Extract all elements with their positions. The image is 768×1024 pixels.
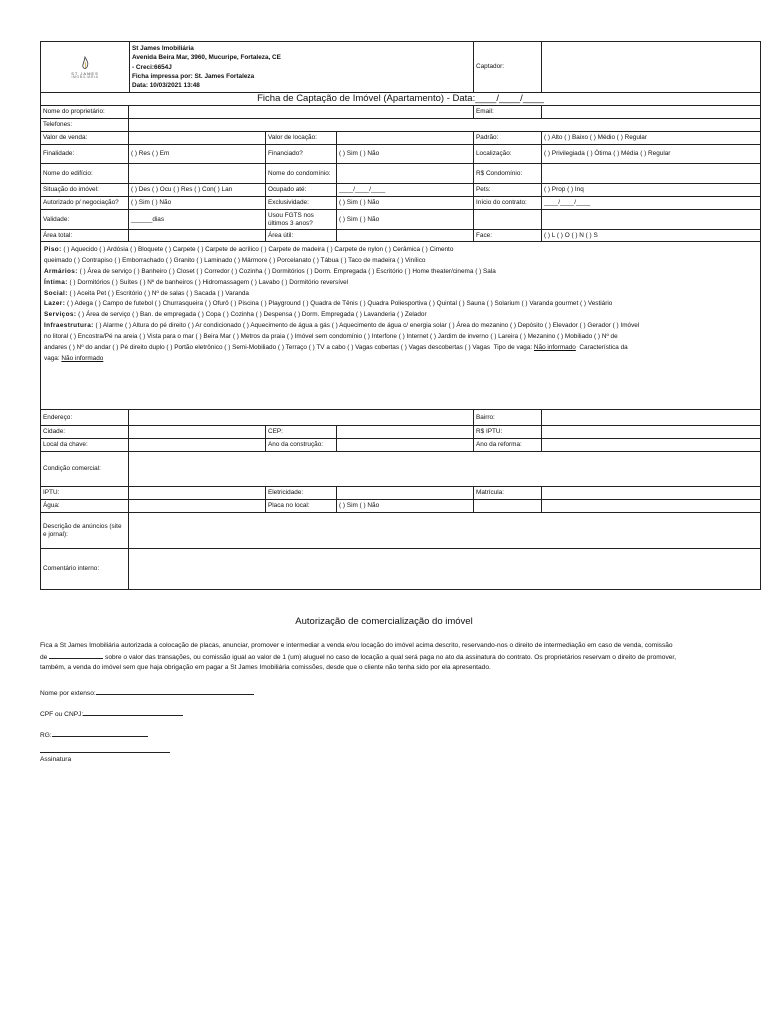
full-name-line[interactable] [96, 688, 254, 695]
exclusivity-options[interactable]: ( ) Sim ( ) Não [337, 197, 474, 210]
situation-label: Situação do imóvel: [41, 184, 129, 197]
useful-area-label: Área útil: [266, 230, 337, 242]
contract-start-label: Início do contrato: [474, 197, 542, 210]
signature-label: Assinatura [40, 756, 72, 763]
rent-value-label: Valor de locação: [266, 132, 337, 145]
sale-value-label: Valor de venda: [41, 132, 129, 145]
commission-blank[interactable] [49, 652, 103, 659]
city-field[interactable] [129, 426, 266, 439]
ad-description-label: Descrição de anúncios (site e jornal): [41, 513, 129, 549]
form-title: Ficha de Captação de Imóvel (Apartamento) - Data:____/____/____ [41, 93, 761, 106]
features-block [41, 242, 761, 410]
reform-year-label: Ano da reforma: [474, 439, 542, 452]
header-table [40, 41, 761, 93]
captador-field[interactable] [542, 42, 761, 93]
purpose-label: Finalidade: [41, 145, 129, 164]
authorization-text-line-2 [40, 652, 730, 664]
captador-label: Captador: [474, 42, 542, 93]
authorization-text-de: de [40, 653, 48, 661]
authorization-text [40, 641, 730, 674]
occupied-until-field[interactable]: ____/____/____ [337, 184, 474, 197]
financed-label: Financiado? [266, 145, 337, 164]
cpf-label: CPF ou CNPJ: [40, 711, 84, 718]
registry-field[interactable] [542, 487, 761, 500]
authorization-text-line-2b: sobre o valor das transações, ou comissão igual ao valor de 1 (um) aluguel no caso de locação a qual será paga no ato da assinatura do contrato. Os proprietários reservam o direito de promover, [105, 653, 677, 661]
building-name-label: Nome do edifício: [41, 164, 129, 184]
printed-by: Ficha impressa por: St. James Fortaleza [132, 72, 255, 80]
condo-name-label: Nome do condomínio: [266, 164, 337, 184]
iptu-field[interactable] [129, 487, 266, 500]
street-label: Endereço: [41, 410, 129, 426]
built-year-label: Ano da construção: [266, 439, 337, 452]
infra-label: Infraestrutura: [44, 322, 94, 330]
piso-options[interactable]: ( ) Aquecido ( ) Ardósia ( ) Bloquete ( ) Carpete ( ) Carpete de acrílico ( ) Carpete de madeira ( ) Carpete de nylon ( ) Cerâmica ( ) Cimento [63, 246, 454, 253]
rg-line[interactable] [52, 730, 148, 737]
authorized-options[interactable]: ( ) Sim ( ) Não [129, 197, 266, 210]
district-label: Bairro: [474, 410, 542, 426]
infra-options[interactable]: ( ) Alarme ( ) Altura do pé direito ( ) Ar condicionado ( ) Aquecimento de água a gás ( ) Aquecimento de água c/ energia solar ( ) Área do mezanino ( ) Depósito ( ) Elevador ( ) Gerador ( ) Imóvel [95, 322, 640, 330]
situation-options[interactable]: ( ) Des ( ) Ocu ( ) Res ( ) Con( ) Lan [129, 184, 266, 197]
water-spacer-2 [542, 500, 761, 513]
validity-field[interactable]: ______dias [129, 210, 266, 230]
purpose-options[interactable]: ( ) Res ( ) Em [129, 145, 266, 164]
cpf-row [40, 709, 183, 718]
vaga-label: vaga: [44, 354, 60, 362]
water-spacer [474, 500, 542, 513]
financed-options[interactable]: ( ) Sim ( ) Não [337, 145, 474, 164]
company-address: Avenida Beira Mar, 3960, Mucuripe, Fortaleza, CE [132, 54, 281, 62]
commercial-field[interactable] [129, 452, 761, 487]
company-info [130, 42, 474, 93]
email-label: Email: [474, 106, 542, 119]
owner-name-label: Nome do proprietário: [41, 106, 129, 119]
ad-description-field[interactable] [129, 513, 761, 549]
print-date: Data: 10/03/2021 13:48 [132, 82, 200, 90]
rg-label: RG: [40, 732, 52, 739]
signature-line[interactable] [40, 746, 170, 753]
cep-label: CEP: [266, 426, 337, 439]
company-name: St James Imobiliária [132, 45, 194, 52]
authorization-title: Autorização de comercialização do imóvel [295, 616, 473, 627]
front-options[interactable]: ( ) L ( ) O ( ) N ( ) S [542, 230, 761, 242]
validity-spacer-2 [542, 210, 761, 230]
phones-label: Telefones: [41, 119, 129, 132]
district-field[interactable] [542, 410, 761, 426]
water-label: Água: [41, 500, 129, 513]
keys-field[interactable] [129, 439, 266, 452]
electricity-label: Eletricidade: [266, 487, 337, 500]
vaga-char-label: Característica da [579, 344, 628, 352]
armarios-label: Armários: [44, 267, 78, 275]
location-label: Localização: [474, 145, 542, 164]
keys-label: Local da chave: [41, 439, 129, 452]
email-field[interactable] [542, 106, 761, 119]
owner-name-field[interactable] [129, 106, 474, 119]
social-options[interactable]: ( ) Aceita Pet ( ) Escritório ( ) Nº de salas ( ) Sacada ( ) Varanda [69, 289, 249, 297]
total-area-label: Área total: [41, 230, 129, 242]
condo-fee-field[interactable] [542, 164, 761, 184]
internal-comment-field[interactable] [129, 549, 761, 590]
fgts-options[interactable]: ( ) Sim ( ) Não [337, 210, 474, 230]
built-year-field[interactable] [337, 439, 474, 452]
flame-logo-icon [77, 56, 93, 72]
authorized-label: Autorizado p/ negociação? [41, 197, 129, 210]
rent-value-field[interactable] [337, 132, 474, 145]
servicos-label: Serviços: [44, 311, 77, 319]
vaga-char-value: Não informado [61, 354, 104, 362]
front-label: Face: [474, 230, 542, 242]
internal-comment-label: Comentário interno: [41, 549, 129, 590]
sale-value-field[interactable] [129, 132, 266, 145]
infra-options-cont-2[interactable]: andares ( ) Nº do andar ( ) Pé direito duplo ( ) Portão eletrônico ( ) Semi-Mobiliado ( ) Terraço ( ) TV a cabo ( ) Vagas cobertas ( ) Vagas descobertas ( ) Vagas [44, 344, 491, 352]
servicos-options[interactable]: ( ) Área de serviço ( ) Ban. de empregada ( ) Copa ( ) Cozinha ( ) Despensa ( ) Dorm. Empregada ( ) Lavanderia ( ) Zelador [78, 311, 427, 319]
phones-field[interactable] [129, 119, 761, 132]
vaga-type-label: Tipo de vaga: [493, 344, 533, 352]
company-creci: - Creci:6654J [132, 63, 172, 71]
company-logo [41, 42, 130, 93]
full-name-row [40, 688, 254, 697]
armarios-options[interactable]: ( ) Área de serviço ( ) Banheiro ( ) Closet ( ) Corredor ( ) Cozinha ( ) Dormitórios ( ) Dorm. Empregada ( ) Escritório ( ) Home theater/cinema ( ) Sala [79, 267, 496, 275]
useful-area-field[interactable] [337, 230, 474, 242]
cep-field[interactable] [337, 426, 474, 439]
social-label: Social: [44, 289, 68, 297]
lazer-label: Lazer: [44, 300, 66, 308]
piso-options-cont[interactable]: queimado ( ) Contrapiso ( ) Emborrachado ( ) Granito ( ) Laminado ( ) Mármore ( ) Porcelanato ( ) Tábua ( ) Taco de madeira ( ) Vinílico [44, 256, 426, 264]
standard-label: Padrão: [474, 132, 542, 145]
pets-label: Pets: [474, 184, 542, 197]
logo-wordmark: ST JAMES [71, 70, 99, 76]
fgts-label: Usou FGTS nos últimos 3 anos? [266, 210, 337, 230]
rg-row [40, 730, 148, 739]
condo-name-field[interactable] [337, 164, 474, 184]
iptu-value-label: R$ IPTU: [474, 426, 542, 439]
validity-spacer [474, 210, 542, 230]
occupied-until-label: Ocupado até: [266, 184, 337, 197]
cpf-line[interactable] [83, 709, 183, 716]
pets-options[interactable]: ( ) Prop ( ) Inq [542, 184, 761, 197]
contract-start-field[interactable]: ____/____/____ [542, 197, 761, 210]
infra-options-cont[interactable]: no litoral ( ) Encostra/Pé na areia ( ) Vista para o mar ( ) Beira Mar ( ) Metros da praia ( ) Imóvel sem condomínio ( ) Interfone ( ) Internet ( ) Jardim de inverno ( ) Lareira ( ) Mezanino ( ) Mobiliado ( ) Nº de [44, 333, 618, 341]
full-name-label: Nome por extenso: [40, 690, 96, 697]
standard-options[interactable]: ( ) Alto ( ) Baixo ( ) Médio ( ) Regular [542, 132, 761, 145]
intima-label: Íntima: [44, 278, 68, 286]
intima-options[interactable]: ( ) Dormitórios ( ) Suítes ( ) Nº de banheiros ( ) Hidromassagem ( ) Lavabo ( ) Dormitório reversível [69, 278, 349, 286]
reform-year-field[interactable] [542, 439, 761, 452]
commercial-label: Condição comercial: [41, 452, 129, 487]
city-label: Cidade: [41, 426, 129, 439]
lazer-options[interactable]: ( ) Adega ( ) Campo de futebol ( ) Churrasqueira ( ) Ofurô ( ) Piscina ( ) Playground ( ) Quadra de Tênis ( ) Quadra Poliesportiva ( ) Quintal ( ) Sauna ( ) Solarium ( ) Varanda gourmet ( ) Vestiário [67, 300, 613, 308]
authorization-text-line-3: também, a venda do imóvel sem que haja obrigação em pagar a St James Imobiliária comissões, desde que o cliente não tenha sido por ela apresentado. [40, 664, 491, 672]
location-options[interactable]: ( ) Privilegiada ( ) Ótima ( ) Média ( ) Regular [542, 145, 761, 164]
authorization-text-line-1: Fica a St James Imobiliária autorizada a colocação de placas, anunciar, promover e intermediar a venda e/ou locação do imóvel acima descrito, reservando-nos o direito de intermediação em caso de venda, comissão [40, 642, 673, 649]
vaga-type-value: Não informado [533, 344, 576, 352]
total-area-field[interactable] [129, 230, 266, 242]
piso-label: Piso: [44, 246, 62, 253]
iptu-value-field[interactable] [542, 426, 761, 439]
property-form-table [40, 92, 761, 590]
plate-options[interactable]: ( ) Sim ( ) Não [337, 500, 474, 513]
exclusivity-label: Exclusividade: [266, 197, 337, 210]
electricity-field[interactable] [337, 487, 474, 500]
iptu-label: IPTU: [41, 487, 129, 500]
building-name-field[interactable] [129, 164, 266, 184]
registry-label: Matrícula: [474, 487, 542, 500]
water-field[interactable] [129, 500, 266, 513]
logo-subtitle: IMOBILIÁRIA [71, 75, 99, 80]
validity-label: Validade: [41, 210, 129, 230]
plate-label: Placa no local: [266, 500, 337, 513]
condo-fee-label: R$ Condomínio: [474, 164, 542, 184]
street-field[interactable] [129, 410, 474, 426]
